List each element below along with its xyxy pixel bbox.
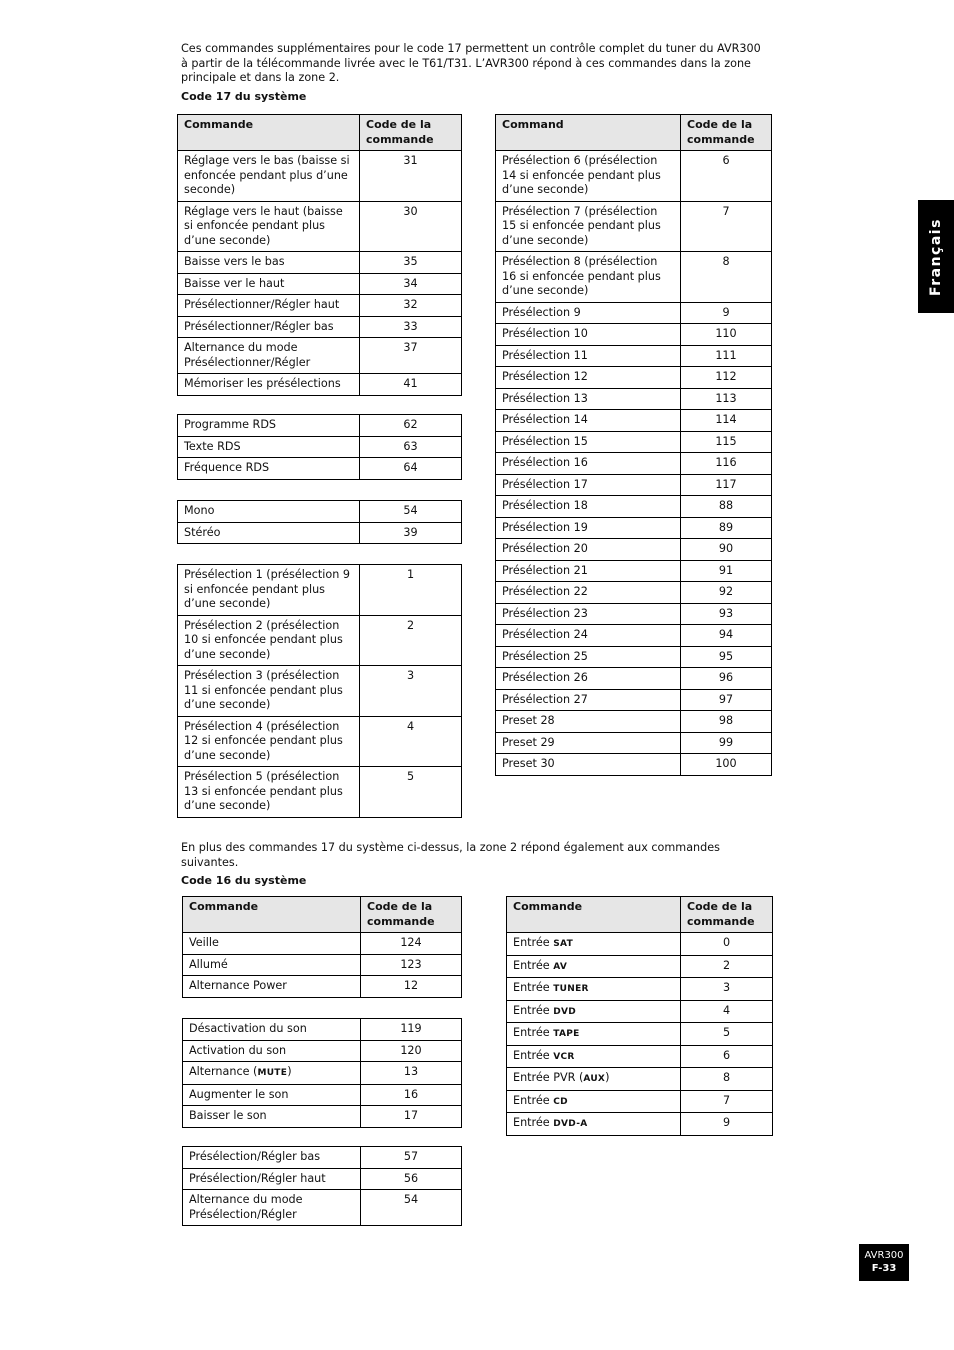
table-row bbox=[178, 338, 462, 374]
command-cell: Présélection 2 (présélection 10 si enfoncée pendant plus d’une seconde) bbox=[178, 615, 360, 666]
command-cell: Présélection 9 bbox=[496, 302, 681, 324]
code-cell: 96 bbox=[681, 668, 772, 690]
code-cell: 57 bbox=[361, 1147, 462, 1169]
language-tab bbox=[918, 200, 954, 313]
command-cell: Texte RDS bbox=[178, 436, 360, 458]
page-number: F-33 bbox=[871, 1263, 897, 1274]
command-cell: Présélection 6 (présélection 14 si enfoncée pendant plus d’une seconde) bbox=[496, 151, 681, 202]
table-header-row bbox=[178, 115, 462, 151]
code-cell: 9 bbox=[681, 1113, 773, 1136]
code-cell: 63 bbox=[360, 436, 462, 458]
table-code17-presets bbox=[177, 564, 462, 818]
command-cell: Présélection 1 (présélection 9 si enfoncée pendant plus d’une seconde) bbox=[178, 565, 360, 616]
table-row bbox=[178, 501, 462, 523]
table-row bbox=[496, 388, 772, 410]
code-cell: 30 bbox=[360, 201, 462, 252]
table-row bbox=[183, 976, 462, 998]
command-cell: Présélection 19 bbox=[496, 517, 681, 539]
code-cell: 54 bbox=[360, 501, 462, 523]
table-code17-rds bbox=[177, 414, 462, 480]
intro-paragraph: Ces commandes supplémentaires pour le code 17 permettent un contrôle complet du tuner du AVR300 à partir de la télécommande livrée avec le T61/T31. L’AVR300 répond à ces commandes dans la zone principale et dans la zone 2. bbox=[181, 42, 761, 84]
table-row bbox=[496, 625, 772, 647]
command-cell: Programme RDS bbox=[178, 415, 360, 437]
header-command: Commande bbox=[178, 115, 360, 151]
command-cell: Présélectionner/Régler haut bbox=[178, 295, 360, 317]
table-row bbox=[496, 711, 772, 733]
command-cell: Présélection 21 bbox=[496, 560, 681, 582]
code-cell: 5 bbox=[681, 1023, 773, 1046]
key-label: VCR bbox=[553, 1051, 575, 1062]
command-cell: Alternance Power bbox=[183, 976, 361, 998]
command-cell: Présélection 25 bbox=[496, 646, 681, 668]
code-cell: 119 bbox=[361, 1019, 462, 1041]
code-cell: 6 bbox=[681, 151, 772, 202]
code-cell: 64 bbox=[360, 458, 462, 480]
table-code16-sound bbox=[182, 1018, 462, 1128]
command-cell: Présélection 10 bbox=[496, 324, 681, 346]
code-cell: 117 bbox=[681, 474, 772, 496]
command-cell: Présélection 15 bbox=[496, 431, 681, 453]
code-cell: 8 bbox=[681, 252, 772, 303]
table-row bbox=[496, 582, 772, 604]
key-label: CD bbox=[553, 1096, 568, 1107]
table-row bbox=[178, 615, 462, 666]
key-label: DVD-A bbox=[553, 1119, 588, 1129]
table-row bbox=[496, 754, 772, 776]
command-cell: Augmenter le son bbox=[183, 1084, 361, 1106]
code-cell: 34 bbox=[360, 273, 462, 295]
command-cell: Mémoriser les présélections bbox=[178, 374, 360, 396]
table-row bbox=[178, 436, 462, 458]
code-cell: 6 bbox=[681, 1045, 773, 1068]
table-row bbox=[178, 201, 462, 252]
table-row bbox=[507, 1068, 773, 1091]
table-code16-power bbox=[182, 896, 462, 998]
command-cell: Présélection 24 bbox=[496, 625, 681, 647]
table-row bbox=[507, 978, 773, 1001]
command-text: Entrée bbox=[513, 1093, 554, 1107]
command-cell: Présélection/Régler haut bbox=[183, 1168, 361, 1190]
command-cell: Présélection 27 bbox=[496, 689, 681, 711]
table-row bbox=[178, 522, 462, 544]
table-row bbox=[496, 367, 772, 389]
table-row bbox=[496, 689, 772, 711]
code-cell: 37 bbox=[360, 338, 462, 374]
code-cell: 90 bbox=[681, 539, 772, 561]
command-cell: Veille bbox=[183, 933, 361, 955]
header-code: Code de la commande bbox=[361, 897, 462, 933]
table-row bbox=[178, 295, 462, 317]
zone2-paragraph: En plus des commandes 17 du système ci-dessus, la zone 2 répond également aux commandes suivantes. bbox=[181, 841, 720, 869]
table-row bbox=[178, 316, 462, 338]
key-label: MUTE bbox=[257, 1068, 288, 1078]
table-row bbox=[183, 1106, 462, 1128]
table-row bbox=[178, 415, 462, 437]
command-cell: Mono bbox=[178, 501, 360, 523]
command-cell bbox=[507, 1090, 681, 1113]
command-cell: Alternance du mode Présélectionner/Régler bbox=[178, 338, 360, 374]
code-cell: 112 bbox=[681, 367, 772, 389]
table-row bbox=[178, 151, 462, 202]
command-cell: Présélection 4 (présélection 12 si enfoncée pendant plus d’une seconde) bbox=[178, 716, 360, 767]
code-cell: 92 bbox=[681, 582, 772, 604]
command-cell: Baisse ver le haut bbox=[178, 273, 360, 295]
table-code16-tuner bbox=[182, 1146, 462, 1226]
code-cell: 9 bbox=[681, 302, 772, 324]
code-cell: 32 bbox=[360, 295, 462, 317]
key-label: AUX bbox=[583, 1074, 606, 1084]
code-cell: 124 bbox=[361, 933, 462, 955]
code-cell: 39 bbox=[360, 522, 462, 544]
code-cell: 93 bbox=[681, 603, 772, 625]
table-row bbox=[507, 1113, 773, 1136]
command-text: Entrée bbox=[513, 1048, 554, 1062]
command-text: Entrée PVR ( bbox=[513, 1071, 584, 1084]
command-cell: Présélection 14 bbox=[496, 410, 681, 432]
command-cell: Activation du son bbox=[183, 1040, 361, 1062]
code-cell: 3 bbox=[681, 978, 773, 1001]
code-cell: 99 bbox=[681, 732, 772, 754]
table-row bbox=[496, 453, 772, 475]
code-cell: 123 bbox=[361, 954, 462, 976]
table-row bbox=[183, 1019, 462, 1041]
command-cell bbox=[507, 933, 681, 956]
table-row bbox=[178, 666, 462, 717]
table-row bbox=[496, 252, 772, 303]
command-cell: Fréquence RDS bbox=[178, 458, 360, 480]
code-cell: 94 bbox=[681, 625, 772, 647]
table-code17-presets-right bbox=[495, 114, 772, 776]
command-cell: Présélection 17 bbox=[496, 474, 681, 496]
command-text: Entrée bbox=[513, 1026, 554, 1039]
table-row bbox=[496, 431, 772, 453]
code-cell: 62 bbox=[360, 415, 462, 437]
command-cell: Présélection 8 (présélection 16 si enfoncée pendant plus d’une seconde) bbox=[496, 252, 681, 303]
command-text: Entrée bbox=[513, 981, 554, 994]
code-cell: 7 bbox=[681, 1090, 773, 1113]
table-row bbox=[496, 517, 772, 539]
code-cell: 2 bbox=[360, 615, 462, 666]
table-row bbox=[183, 954, 462, 976]
table-row bbox=[496, 474, 772, 496]
code-cell: 100 bbox=[681, 754, 772, 776]
command-text-suffix: ) bbox=[287, 1065, 292, 1078]
table-row bbox=[496, 732, 772, 754]
table-row bbox=[496, 151, 772, 202]
table-row bbox=[496, 603, 772, 625]
command-cell: Présélection 23 bbox=[496, 603, 681, 625]
table-row bbox=[496, 668, 772, 690]
code-cell: 13 bbox=[361, 1062, 462, 1085]
command-cell: Présélection 7 (présélection 15 si enfoncée pendant plus d’une seconde) bbox=[496, 201, 681, 252]
command-cell: Preset 30 bbox=[496, 754, 681, 776]
code-cell: 89 bbox=[681, 517, 772, 539]
command-cell bbox=[507, 978, 681, 1001]
table-header-row bbox=[183, 897, 462, 933]
code-cell: 0 bbox=[681, 933, 773, 956]
command-cell bbox=[507, 1000, 681, 1023]
table-row bbox=[178, 273, 462, 295]
table-row bbox=[507, 1090, 773, 1113]
command-cell: Réglage vers le bas (baisse si enfoncée pendant plus d’une seconde) bbox=[178, 151, 360, 202]
code-cell: 31 bbox=[360, 151, 462, 202]
command-cell bbox=[507, 1023, 681, 1046]
command-cell: Présélection 3 (présélection 11 si enfoncée pendant plus d’une seconde) bbox=[178, 666, 360, 717]
table-row bbox=[183, 1062, 462, 1085]
table-row bbox=[496, 560, 772, 582]
code-cell: 111 bbox=[681, 345, 772, 367]
table-row bbox=[496, 201, 772, 252]
command-cell: Présélection/Régler bas bbox=[183, 1147, 361, 1169]
command-cell: Preset 28 bbox=[496, 711, 681, 733]
table-row bbox=[183, 933, 462, 955]
header-command: Commande bbox=[507, 897, 681, 933]
header-code: Code de la commande bbox=[681, 115, 772, 151]
command-cell: Présélection 5 (présélection 13 si enfoncée pendant plus d’une seconde) bbox=[178, 767, 360, 818]
command-cell: Présélection 20 bbox=[496, 539, 681, 561]
key-label: DVD bbox=[553, 1006, 577, 1017]
code-cell: 4 bbox=[681, 1000, 773, 1023]
command-text: Entrée bbox=[513, 958, 554, 972]
table-row bbox=[507, 1023, 773, 1046]
language-tab-label: Français bbox=[927, 217, 944, 296]
table-row bbox=[496, 345, 772, 367]
page-number-badge bbox=[859, 1244, 909, 1281]
code-cell: 4 bbox=[360, 716, 462, 767]
section-heading-code17: Code 17 du système bbox=[181, 90, 307, 103]
code-cell: 2 bbox=[681, 955, 773, 978]
key-label: AV bbox=[553, 961, 568, 972]
command-cell bbox=[507, 1068, 681, 1091]
command-cell: Stéréo bbox=[178, 522, 360, 544]
model-name: AVR300 bbox=[864, 1250, 904, 1261]
header-command: Command bbox=[496, 115, 681, 151]
table-row bbox=[178, 374, 462, 396]
command-text-suffix: ) bbox=[605, 1071, 610, 1084]
table-header-row bbox=[507, 897, 773, 933]
table-row bbox=[178, 252, 462, 274]
table-code16-inputs bbox=[506, 896, 773, 1136]
code-cell: 113 bbox=[681, 388, 772, 410]
header-command: Commande bbox=[183, 897, 361, 933]
code-cell: 115 bbox=[681, 431, 772, 453]
code-cell: 12 bbox=[361, 976, 462, 998]
command-text: Entrée bbox=[513, 936, 554, 949]
code-cell: 5 bbox=[360, 767, 462, 818]
table-row bbox=[496, 539, 772, 561]
table-row bbox=[178, 716, 462, 767]
command-text: Alternance ( bbox=[189, 1065, 258, 1078]
table-row bbox=[507, 933, 773, 956]
code-cell: 114 bbox=[681, 410, 772, 432]
command-cell: Désactivation du son bbox=[183, 1019, 361, 1041]
command-cell: Présélection 13 bbox=[496, 388, 681, 410]
command-cell bbox=[507, 1113, 681, 1136]
command-cell: Baisse vers le bas bbox=[178, 252, 360, 274]
code-cell: 97 bbox=[681, 689, 772, 711]
code-cell: 35 bbox=[360, 252, 462, 274]
code-cell: 95 bbox=[681, 646, 772, 668]
command-cell: Présélection 11 bbox=[496, 345, 681, 367]
command-text: Entrée bbox=[513, 1003, 554, 1017]
table-row bbox=[183, 1168, 462, 1190]
command-cell: Allumé bbox=[183, 954, 361, 976]
code-cell: 120 bbox=[361, 1040, 462, 1062]
command-cell: Preset 29 bbox=[496, 732, 681, 754]
code-cell: 41 bbox=[360, 374, 462, 396]
table-row bbox=[496, 410, 772, 432]
code-cell: 17 bbox=[361, 1106, 462, 1128]
key-label: TAPE bbox=[553, 1029, 580, 1039]
table-row bbox=[183, 1040, 462, 1062]
table-row bbox=[183, 1147, 462, 1169]
code-cell: 56 bbox=[361, 1168, 462, 1190]
command-cell bbox=[507, 955, 681, 978]
code-cell: 1 bbox=[360, 565, 462, 616]
table-row bbox=[496, 324, 772, 346]
table-code17-mono bbox=[177, 500, 462, 544]
code-cell: 16 bbox=[361, 1084, 462, 1106]
code-cell: 7 bbox=[681, 201, 772, 252]
table-row bbox=[183, 1190, 462, 1226]
command-cell: Présélection 18 bbox=[496, 496, 681, 518]
command-cell bbox=[183, 1062, 361, 1085]
code-cell: 8 bbox=[681, 1068, 773, 1091]
table-code17-main bbox=[177, 114, 462, 396]
table-row bbox=[507, 1045, 773, 1068]
command-cell: Présélection 16 bbox=[496, 453, 681, 475]
command-cell: Présélectionner/Régler bas bbox=[178, 316, 360, 338]
code-cell: 98 bbox=[681, 711, 772, 733]
code-cell: 88 bbox=[681, 496, 772, 518]
code-cell: 116 bbox=[681, 453, 772, 475]
code-cell: 91 bbox=[681, 560, 772, 582]
header-code: Code de la commande bbox=[681, 897, 773, 933]
table-row bbox=[496, 302, 772, 324]
table-row bbox=[496, 496, 772, 518]
command-cell: Présélection 26 bbox=[496, 668, 681, 690]
table-row bbox=[496, 646, 772, 668]
command-text: Entrée bbox=[513, 1116, 554, 1129]
code-cell: 54 bbox=[361, 1190, 462, 1226]
table-row bbox=[178, 565, 462, 616]
table-header-row bbox=[496, 115, 772, 151]
table-row bbox=[507, 955, 773, 978]
key-label: SAT bbox=[553, 939, 574, 949]
table-row bbox=[183, 1084, 462, 1106]
code-cell: 110 bbox=[681, 324, 772, 346]
command-cell: Baisser le son bbox=[183, 1106, 361, 1128]
header-code: Code de la commande bbox=[360, 115, 462, 151]
code-cell: 3 bbox=[360, 666, 462, 717]
table-row bbox=[178, 458, 462, 480]
table-row bbox=[178, 767, 462, 818]
key-label: TUNER bbox=[553, 984, 589, 994]
command-cell: Présélection 12 bbox=[496, 367, 681, 389]
table-row bbox=[507, 1000, 773, 1023]
section-heading-code16: Code 16 du système bbox=[181, 874, 307, 887]
command-cell: Réglage vers le haut (baisse si enfoncée pendant plus d’une seconde) bbox=[178, 201, 360, 252]
command-cell: Présélection 22 bbox=[496, 582, 681, 604]
code-cell: 33 bbox=[360, 316, 462, 338]
command-cell: Alternance du mode Présélection/Régler bbox=[183, 1190, 361, 1226]
command-cell bbox=[507, 1045, 681, 1068]
